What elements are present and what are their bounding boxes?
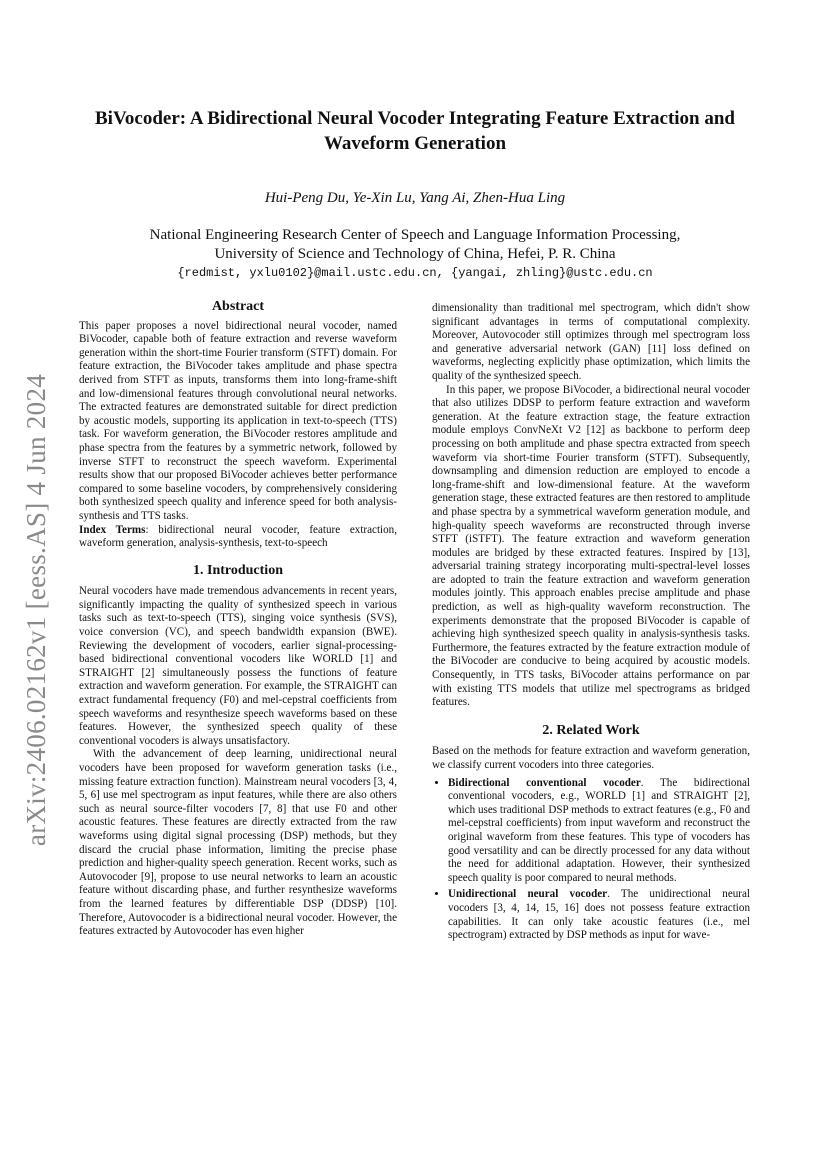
- introduction-paragraph-1: Neural vocoders have made tremendous advancements in recent years, significantly impacting the quality of synthesized speech in various tasks such as text-to-speech (TTS), singing voice synthesis (SVS), voice conversion (VC), and speech bandwidth expansion (BWE). Reviewing the development of vocoders, earlier signal-processing-based bidirectional conventional vocoders like WORLD [1] and STRAIGHT [2] simultaneously possess the functions of feature extraction and waveform generation. For example, the STRAIGHT can extract fundamental frequency (F0) and mel-cepstral coefficients from speech waveforms and resynthesize speech waveforms based on these features. However, the synthesized speech quality of these conventional vocoders is always unsatisfactory.: [79, 585, 397, 747]
- index-terms-text: : bidirectional neural vocoder, feature extraction, waveform generation, analysis-synthesis, text-to-speech: [79, 523, 397, 550]
- bullet-label: Unidirectional neural vocoder: [448, 888, 608, 901]
- affiliation-line-2: University of Science and Technology of China, Hefei, P. R. China: [214, 246, 616, 262]
- abstract-text: This paper proposes a novel bidirectional neural vocoder, named BiVocoder, capable both of feature extraction and reverse waveform generation within the short-time Fourier transform (STFT) domain. For feature extraction, the BiVocoder takes amplitude and phase spectra derived from STFT as inputs, transforms them into long-frame-shift and low-dimensional features through convolutional neural networks. The extracted features are demonstrated suitable for direct prediction by acoustic models, supporting its application in text-to-speech (TTS) task. For waveform generation, the BiVocoder restores amplitude and phase spectra from the features by a symmetric network, followed by inverse STFT to reconstruct the speech waveform. Experimental results show that our proposed BiVocoder achieves better performance compared to some baseline vocoders, by comprehensively considering both synthesized speech quality and inference speed for both analysis-synthesis and TTS tasks.: [79, 319, 397, 522]
- left-column: [79, 300, 397, 939]
- author-emails: {redmist, yxlu0102}@mail.ustc.edu.cn, {yangai, zhling}@ustc.edu.cn: [177, 266, 653, 280]
- affiliation: [80, 226, 750, 283]
- list-item: [448, 777, 750, 886]
- list-item: [448, 888, 750, 942]
- paper-title: BiVocoder: A Bidirectional Neural Vocoder Integrating Feature Extraction and Waveform Generation: [95, 108, 735, 154]
- bullet-text: . The bidirectional conventional vocoders, e.g., WORLD [1] and STRAIGHT [2], which uses traditional DSP methods to extract features (e.g., F0 and mel-cepstral coefficients) from input waveform and reconstruct the original waveform from these features. This type of vocoders has good versatility and can be directly processed for any data without the need for additional adaptation. However, their synthesized speech quality is poor compared to neural methods.: [448, 776, 750, 884]
- index-terms-label: Index Terms: [79, 523, 146, 536]
- related-work-intro: Based on the methods for feature extraction and waveform generation, we classify current vocoders into three categories.: [432, 745, 750, 771]
- index-terms: [79, 524, 397, 551]
- right-column: [432, 302, 750, 946]
- abstract-heading: Abstract: [211, 299, 265, 314]
- introduction-paragraph-continued: dimensionality than traditional mel spectrogram, which didn't show significant advantages in terms of computational complexity. Moreover, Autovocoder still optimizes through mel spectrogram loss and generative adversarial network (GAN) [11] loss defined on waveforms, neglecting explicitly phase optimization, which limits the quality of the synthesized speech.: [432, 302, 750, 382]
- introduction-paragraph-3: In this paper, we propose BiVocoder, a bidirectional neural vocoder that also utilizes DDSP to perform feature extraction and waveform generation. At the feature extraction stage, the feature extraction module employs ConvNeXt V2 [12] as backbone to perform deep processing on both amplitude and phase spectra extracted from speech waveform via short-time Fourier transform (STFT). Subsequently, downsampling and dimension reduction are employed to encode a long-frame-shift and low-dimensional feature. At the waveform generation stage, these extracted features are then restored to amplitude and phase spectra by a symmetrical waveform generation module, and high-quality speech waveforms are reconstructed through inverse STFT (iSTFT). The feature extraction and waveform generation modules are bridged by these extracted features. Inspired by [13], adversarial training strategy incorporating multi-spectral-level losses are adopted to train the feature extraction and waveform generation modules jointly. This approach enables precise amplitude and phase prediction, as well as high-quality waveform reconstruction. The experiments demonstrate that the proposed BiVocoder is capable of achieving high synthesized speech quality in analysis-synthesis tasks. Furthermore, the features extracted by the feature extraction module of the BiVocoder are conducive to being acquired by acoustic models. Consequently, in TTS tasks, BiVocoder attains performance on par with existing TTS models that utilize mel spectrograms as bridged features.: [432, 383, 750, 709]
- bullet-label: Bidirectional conventional vocoder: [448, 776, 641, 789]
- bullet-text: . The unidirectional neural vocoders [3, 4, 14, 15, 16] does not possess feature extraction capabilities. It can only take acoustic features (i.e., mel spectrogram) extracted by DSP methods as input for wave-: [448, 888, 750, 942]
- arxiv-identifier: arXiv:2406.02162v1 [eess.AS] 4 Jun 2024: [21, 373, 51, 847]
- vocoder-category-list: [432, 777, 750, 943]
- affiliation-line-1: National Engineering Research Center of Speech and Language Information Processing,: [149, 227, 681, 243]
- related-work-heading: 2. Related Work: [542, 722, 640, 738]
- author-list: Hui-Peng Du, Ye-Xin Lu, Yang Ai, Zhen-Hua Ling: [264, 190, 566, 206]
- introduction-paragraph-2: With the advancement of deep learning, unidirectional neural vocoders have been proposed for waveform generation tasks (i.e., missing feature extraction function). Mainstream neural vocoders [3, 4, 5, 6] use mel spectrogram as input features, while there are also others such as neural source-filter vocoders [7, 8] that use F0 and other acoustic features. These features are directly extracted from the raw waveforms using digital signal processing (DSP) methods, but they discard the crucial phase information, limiting the precise phase prediction and higher-quality speech generation. Recent works, such as Autovocoder [9], propose to use neural networks to learn an acoustic feature without discarding phase, and further resynthesize waveforms from the learned features by differentiable DSP (DDSP) [10]. Therefore, Autovocoder is a bidirectional neural vocoder. However, the features extracted by Autovocoder has even higher: [79, 748, 397, 938]
- introduction-heading: 1. Introduction: [193, 562, 283, 578]
